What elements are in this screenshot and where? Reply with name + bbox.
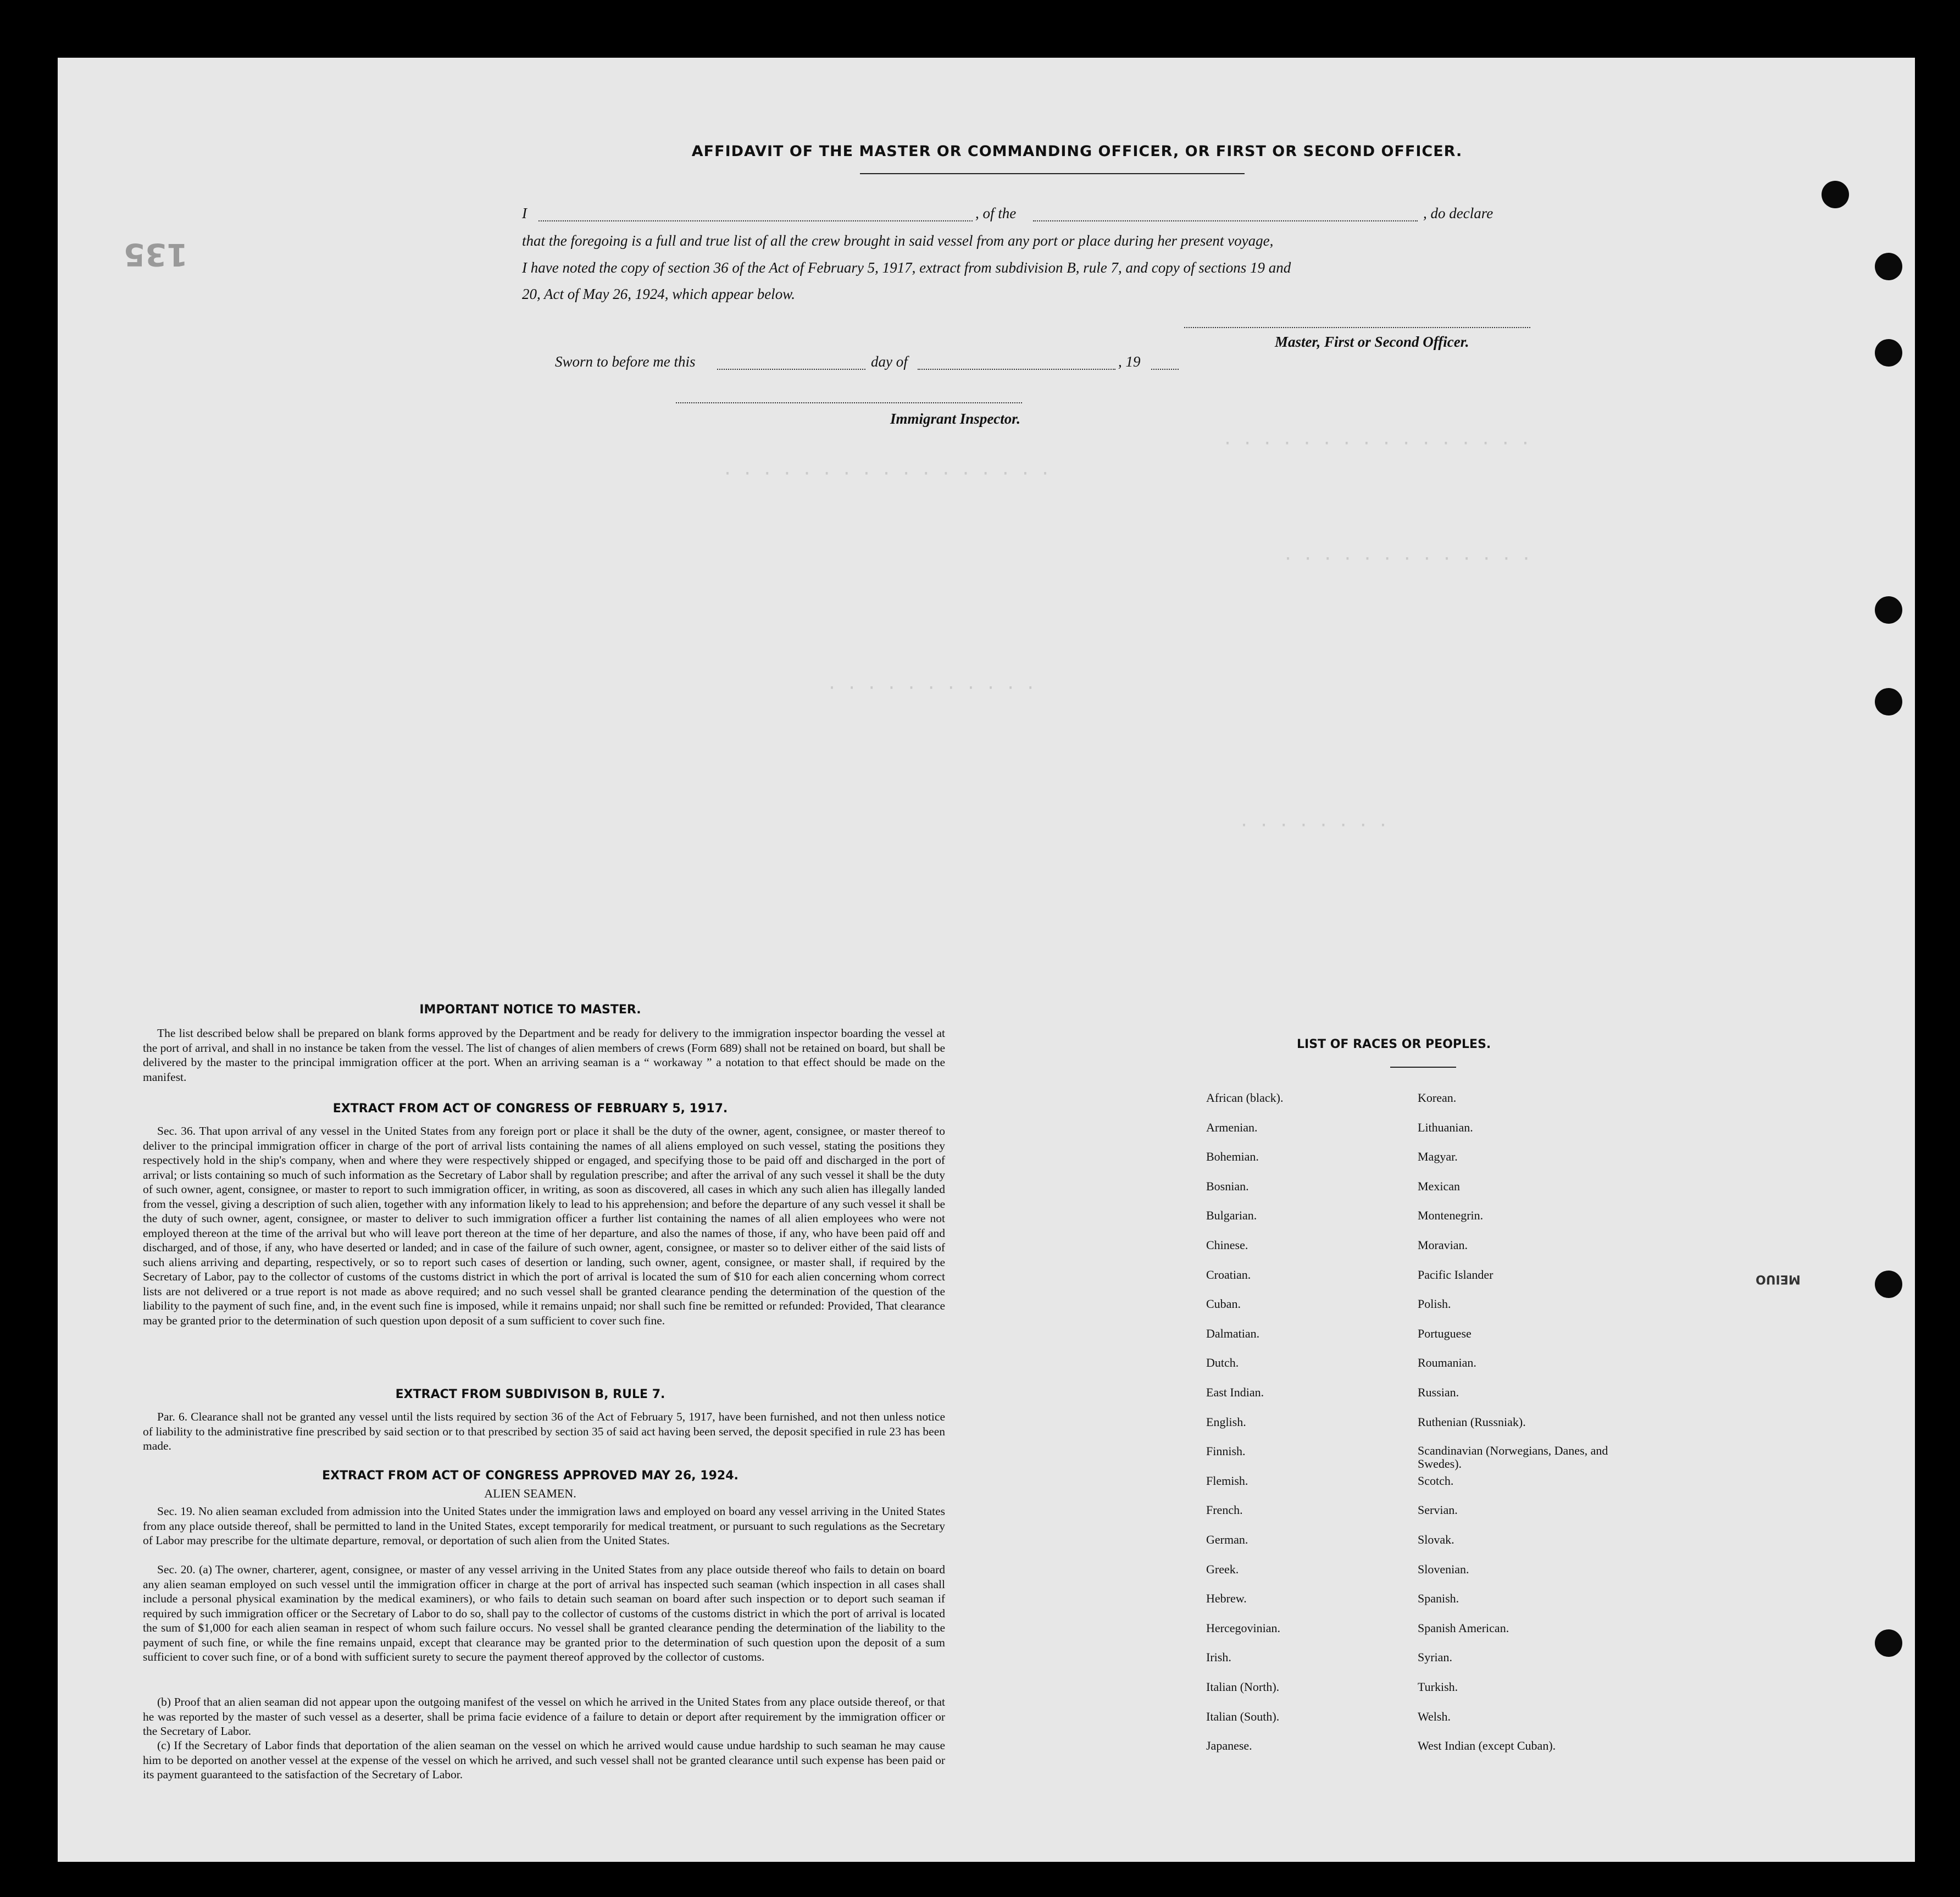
race-item: Flemish. <box>1206 1474 1248 1488</box>
race-item: Italian (South). <box>1206 1710 1280 1723</box>
race-item: Japanese. <box>1206 1739 1252 1752</box>
race-item: Welsh. <box>1418 1710 1451 1723</box>
notice-title: IMPORTANT NOTICE TO MASTER. <box>419 1003 641 1017</box>
punch-hole <box>1875 253 1902 280</box>
race-item: Bosnian. <box>1206 1179 1249 1193</box>
name-field[interactable] <box>538 220 973 221</box>
punch-hole <box>1822 181 1849 208</box>
race-item: Armenian. <box>1206 1121 1258 1134</box>
sworn-year-field[interactable] <box>1151 369 1179 370</box>
punch-hole <box>1875 688 1902 715</box>
sec20b-body: (b) Proof that an alien seaman did not appear upon the outgoing manifest of the vessel on which he arrived in the United States from any place outside thereof, or that he was reported by the master of such vessel as a deserter, shall be prima facie evidence of a failure to detain or deport after requirement by the immigration officer or the Secretary of Labor. <box>143 1695 945 1738</box>
extract-1917-title: EXTRACT FROM ACT OF CONGRESS OF FEBRUARY 5, 1917. <box>332 1102 728 1116</box>
punch-hole <box>1875 339 1902 367</box>
race-item: Scotch. <box>1418 1474 1454 1488</box>
affidavit-line2: that the foregoing is a full and true list of all the crew brought in said vessel from any port or place during her present voyage, <box>522 232 1274 249</box>
race-item: Scandinavian (Norwegians, Danes, and Swedes). <box>1418 1444 1608 1471</box>
race-item: Irish. <box>1206 1650 1231 1664</box>
sworn-day-label: day of <box>871 353 908 370</box>
vessel-field[interactable] <box>1033 220 1418 221</box>
punch-hole <box>1875 1271 1902 1298</box>
extract-1924-subtitle: ALIEN SEAMEN. <box>484 1486 576 1500</box>
race-item: Roumanian. <box>1418 1356 1476 1369</box>
sec20c-body: (c) If the Secretary of Labor finds that deportation of the alien seaman on the vessel on which he arrived would cause undue hardship to such seaman he may cause him to be deported on another vessel at the expense of the vessel on which he arrived, and such vessel shall not be granted clearance until such expense has been paid or its payment guaranteed to the satisfaction of the Secretary of Labor. <box>143 1739 945 1781</box>
race-item: Pacific Islander <box>1418 1268 1493 1282</box>
sworn-prefix: Sworn to before me this <box>555 353 696 370</box>
race-item: Bohemian. <box>1206 1150 1259 1163</box>
side-stamp: 135 <box>124 236 188 272</box>
race-item: Dutch. <box>1206 1356 1239 1369</box>
race-item: German. <box>1206 1533 1248 1546</box>
notice-body: The list described below shall be prepared on blank forms approved by the Department and be ready for delivery to the immigration inspector boarding the vessel at the port of arrival, and shall in no instance be taken from the vessel. The list of changes of alien members of crews (Form 689) shall not be retained on board, but shall be delivered by the master to the principal immigration officer at the port. When an arriving seaman is a “ workaway ” a notation to that effect should be made on the manifest. <box>143 1027 945 1084</box>
race-item: Cuban. <box>1206 1297 1241 1311</box>
extract-1917-body: Sec. 36. That upon arrival of any vessel in the United States from any foreign port or place it shall be the duty of the owner, agent, consignee, or master thereof to deliver to the principal immigration officer in charge of the port of arrival lists containing the names of all aliens employed on such vessel, stating the positions they respectively hold in the ship's company, when and where they were respectively shipped or engaged, and specifying those to be paid off and discharged in the port of arrival; or lists containing so much of such information as the Secretary of Labor shall by regulation prescribe; and after the arrival of any such vessel it shall be the duty of such owner, agent, consignee, or master to report to such immigration officer, in writing, as soon as discovered, all cases in which any such alien has illegally landed from the vessel, giving a description of such alien, together with any information likely to lead to his apprehension; and before the departure of any such vessel it shall be the duty of such owner, agent, consignee, or master to deliver to such immigration officer a further list containing the names of all alien employees who were not employed thereon at the time of the arrival but who will leave port thereon at the time of her departure, and also the names of those, if any, who have been paid off and discharged, and of those, if any, who have deserted or landed; and in case of the failure of such owner, agent, consignee, or master so to deliver either of the said lists of such aliens arriving and departing, respectively, or so to report such cases of desertion or landing, such owner, agent, consignee, or master shall, if required by the Secretary of Labor, pay to the collector of customs of the customs district in which the port of arrival is located the sum of $10 for each alien concerning whom correct lists are not delivered or a true report is not made as above required; and no such vessel shall be granted clearance pending the determination of the question of the liability to the payment of such fine, and, in the event such fine is imposed, while it remains unpaid; nor shall such fine be remitted or refunded: Provided, That clearance may be granted prior to the determination of such question upon deposit of a sum sufficient to cover such fine. <box>143 1124 945 1327</box>
inspector-signature-field[interactable] <box>676 402 1022 403</box>
form-page: · · · · · · · · · · · · · · · · · · · · · · · · · · · · · · · · · · · · · · · · · · · · · · · · · · · · · · · · · · · · · · · · · 135 AFFIDAVIT OF THE MASTER OR COMMANDING OFFICER, OR FIRST OR SECOND OFFICER. I , of the , do declare that the foregoing is a full and true list of all the crew brought in said vessel from any port or place during her present voyage, I have noted the copy of section 36 of the Act of February 5, 1917, extract from subdivision B, rule 7, and copy of sections 19 and 20, Act of May 26, 1924, which appear below. Master, First or Second Officer. Sworn to before me this day of , 19 Immigrant Inspector. IMPORTANT NOTICE TO MASTER. The list described below shall be prepared on blank forms approved by the Department and be ready for delivery to the immigration inspector boarding the vessel at the port of arrival, and shall in no instance be taken from the vessel. The list of changes of alien members of crews (Form 689) shall not be retained on board, but shall be delivered by the master to the principal immigration officer at the port. When an arriving seaman is a “ workaway ” a notation to that effect should be made on the manifest. EXTRACT FROM ACT OF CONGRESS OF FEBRUARY 5, 1917. Sec. 36. That upon arrival of any vessel in the United States from any foreign port or place it shall be the duty of the owner, agent, consignee, or master thereof to deliver to the principal immigration officer in charge of the port of arrival lists containing the names of all aliens employed on such vessel, stating the positions they respectively hold in the ship's company, when and where they were respectively shipped or engaged, and specifying those to be paid off and discharged in the port of arrival; or lists containing so much of such information as the Secretary of Labor shall by regulation prescribe; and after the arrival of any such vessel it shall be the duty of such owner, agent, consignee, or master to report to such immigration officer, in writing, as soon as discovered, all cases in which any such alien has illegally landed from the vessel, giving a description of such alien, together with any information likely to lead to his apprehension; and before the departure of any such vessel it shall be the duty of such owner, agent, consignee, or master to deliver to such immigration officer a further list containing the names of all alien employees who were not employed thereon at the time of the arrival but who will leave port thereon at the time of her departure, and also the names of those, if any, who have been paid off and discharged, and of those, if any, who have deserted or landed; and in case of the failure of such owner, agent, consignee, or master so to deliver either of the said lists of such aliens arriving and departing, respectively, or so to report such cases of desertion or landing, such owner, agent, consignee, or master shall, if required by the Secretary of Labor, pay to the collector of customs of the customs district in which the port of arrival is located the sum of $10 for each alien concerning whom correct lists are not delivered or a true report is not made as above required; and no such vessel shall be granted clearance pending the determination of the question of the liability to the payment of such fine, and, in the event such fine is imposed, while it remains unpaid; nor shall such fine be remitted or refunded: Provided, That clearance may be granted prior to the determination of such question upon deposit of a sum sufficient to cover such fine. EXTRACT FROM SUBDIVISON B, RULE 7. Par. 6. Clearance shall not be granted any vessel until the lists required by section 36 of the Act of February 5, 1917, have been furnished, and not then unless notice of liability to the administrative fine prescribed by said section or to that prescribed by section 35 of said act having been served, the deposit specified in rule 23 has been made. EXTRACT FROM ACT OF CONGRESS APPROVED MAY 26, 1924. ALIEN SEAMEN. Sec. 19. No alien seaman excluded from admission into the United States under the immigration laws and employed on board any vessel arriving in the United States from any place outside thereof, shall be permitted to land in the United States, except temporarily for medical treatment, or pursuant to such regulations as the Secretary of Labor may prescribe for the ultimate departure, removal, or deportation of such alien from the United States. Sec. 20. (a) The owner, charterer, agent, consignee, or master of any vessel arriving in the United States from any place outside thereof who fails to detain on board any alien seaman employed on such vessel until the immigration officer in charge at the port of arrival has inspected such seaman (which inspection in all cases shall include a personal physical examination by the medical examiners), or who fails to detain such seaman on board after such inspection or to deport such seaman if required by such immigration officer or the Secretary of Labor to do so, shall pay to the collector of customs of the customs district in which the port of arrival is located the sum of $1,000 for each alien seaman in respect of whom such failure occurs. No vessel shall be granted clearance pending the determination of the liability to the payment of such fine, or while the fine remains unpaid, except that clearance may be granted prior to the determination of such question upon the deposit of a sum sufficient to cover such fine, or of a bond with sufficient surety to secure the payment thereof approved by the collector of customs. (b) Proof that an alien seaman did not appear upon the outgoing manifest of the vessel on which he arrived in the United States from any place outside thereof, or that he was reported by the master of such vessel as a deserter, shall be prima facie evidence of a failure to detain or deport after requirement by the immigration officer or the Secretary of Labor. (c) If the Secretary of Labor finds that deportation of the alien seaman on the vessel on which he arrived would cause undue hardship to such seaman he may cause him to be deported on another vessel at the expense of the vessel on which he arrived, and such vessel shall not be granted clearance until such expense has been paid or its payment guaranteed to the satisfaction of the Secretary of Labor. LIST OF RACES OR PEOPLES. African (black). Armenian. Bohemian. Bosnian. Bulgarian. Chinese. Croatian. Cuban. Dalmatian. Dutch. East Indian. English. Finnish. Flemish. French. German. Greek. Hebrew. Hercegovinian. Irish. Italian (North). Italian (South). Japanese. Korean. Lithuanian. Magyar. Mexican Montenegrin. Moravian. Pacific Islander Polish. Portuguese Roumanian. Russian. Ruthenian (Russniak). Scandinavian (Norwegians, Danes, and Swedes). Scotch. Servian. Slovak. Slovenian. Spanish. Spanish American. Syrian. Turkish. Welsh. West Indian (except Cuban). MEIUO <box>58 58 1915 1862</box>
master-signature-label: Master, First or Second Officer. <box>1275 334 1469 350</box>
race-item: Portuguese <box>1418 1327 1472 1340</box>
affidavit-title: AFFIDAVIT OF THE MASTER OR COMMANDING OFFICER, OR FIRST OR SECOND OFFICER. <box>691 143 1463 160</box>
race-item: Polish. <box>1418 1297 1451 1311</box>
race-item: Croatian. <box>1206 1268 1251 1282</box>
race-item: Dalmatian. <box>1206 1327 1260 1340</box>
race-item: Chinese. <box>1206 1238 1248 1252</box>
race-item: Hebrew. <box>1206 1591 1247 1605</box>
master-signature-field[interactable] <box>1184 327 1530 328</box>
race-item: Servian. <box>1418 1503 1458 1517</box>
race-item: Greek. <box>1206 1562 1239 1576</box>
affidavit-declare: , do declare <box>1423 205 1493 221</box>
race-item: Turkish. <box>1418 1680 1458 1694</box>
race-item: Hercegovinian. <box>1206 1621 1280 1635</box>
sworn-date-field[interactable] <box>717 369 865 370</box>
race-item: Korean. <box>1418 1091 1457 1105</box>
extract-rule7-title: EXTRACT FROM SUBDIVISON B, RULE 7. <box>395 1388 665 1401</box>
race-item: Moravian. <box>1418 1238 1468 1252</box>
affidavit-of-the: , of the <box>975 205 1017 221</box>
race-item: Slovenian. <box>1418 1562 1469 1576</box>
extract-rule7-body: Par. 6. Clearance shall not be granted any vessel until the lists required by section 36 of the Act of February 5, 1917, have been furnished, and not then unless notice of liability to the administrative fine prescribed by said section or to that prescribed by section 35 of said act having been served, the deposit specified in rule 23 has been made. <box>143 1410 945 1452</box>
race-item: Ruthenian (Russniak). <box>1418 1415 1526 1429</box>
race-item: Russian. <box>1418 1385 1459 1399</box>
sworn-year-label: , 19 <box>1118 353 1141 370</box>
race-item: Slovak. <box>1418 1533 1454 1546</box>
race-item: Syrian. <box>1418 1650 1452 1664</box>
inspector-label: Immigrant Inspector. <box>890 411 1021 427</box>
affidavit-i: I <box>522 205 527 221</box>
race-item: Italian (North). <box>1206 1680 1280 1694</box>
affidavit-line1 <box>522 205 1599 227</box>
race-item: Mexican <box>1418 1179 1460 1193</box>
race-item: Finnish. <box>1206 1444 1246 1458</box>
race-item: French. <box>1206 1503 1243 1517</box>
race-item: Spanish American. <box>1418 1621 1509 1635</box>
race-item: Montenegrin. <box>1418 1208 1484 1222</box>
races-rule <box>1390 1067 1456 1068</box>
affidavit-line3: I have noted the copy of section 36 of the Act of February 5, 1917, extract from subdivision B, rule 7, and copy of sections 19 and <box>522 259 1291 276</box>
race-item: East Indian. <box>1206 1385 1264 1399</box>
race-item: West Indian (except Cuban). <box>1418 1739 1556 1752</box>
sworn-month-field[interactable] <box>918 369 1115 370</box>
punch-hole <box>1875 1629 1902 1657</box>
sec20a-body: Sec. 20. (a) The owner, charterer, agent, consignee, or master of any vessel arriving in the United States from any place outside thereof who fails to detain on board any alien seaman employed on such vessel until the immigration officer in charge at the port of arrival has inspected such seaman (which inspection in all cases shall include a personal physical examination by the medical examiners), or who fails to detain such seaman on board after such inspection or to deport such seaman if required by such immigration officer or the Secretary of Labor to do so, shall pay to the collector of customs of the customs district in which the port of arrival is located the sum of $1,000 for each alien seaman in respect of whom such failure occurs. No vessel shall be granted clearance pending the determination of the liability to the payment of such fine, or while the fine remains unpaid, except that clearance may be granted prior to the determination of such question upon the deposit of a sum sufficient to cover such fine, or of a bond with sufficient surety to secure the payment thereof approved by the collector of customs. <box>143 1563 945 1663</box>
sec19-body: Sec. 19. No alien seaman excluded from admission into the United States under the immigration laws and employed on board any vessel arriving in the United States from any place outside thereof, shall be permitted to land in the United States, except temporarily for medical treatment, or pursuant to such regulations as the Secretary of Labor may prescribe for the ultimate departure, removal, or deportation of such alien from the United States. <box>143 1505 945 1547</box>
race-item: Magyar. <box>1418 1150 1458 1163</box>
race-item: Spanish. <box>1418 1591 1459 1605</box>
race-item: Bulgarian. <box>1206 1208 1257 1222</box>
race-item: African (black). <box>1206 1091 1284 1105</box>
affidavit-line4: 20, Act of May 26, 1924, which appear below. <box>522 286 795 302</box>
race-item: English. <box>1206 1415 1246 1429</box>
sworn-line <box>555 353 1269 375</box>
extract-1924-title: EXTRACT FROM ACT OF CONGRESS APPROVED MAY 26, 1924. <box>322 1469 739 1483</box>
races-title: LIST OF RACES OR PEOPLES. <box>1297 1038 1491 1051</box>
margin-stamp: MEIUO <box>1756 1272 1801 1286</box>
punch-hole <box>1875 596 1902 624</box>
race-item: Lithuanian. <box>1418 1121 1473 1134</box>
title-rule <box>860 173 1245 174</box>
